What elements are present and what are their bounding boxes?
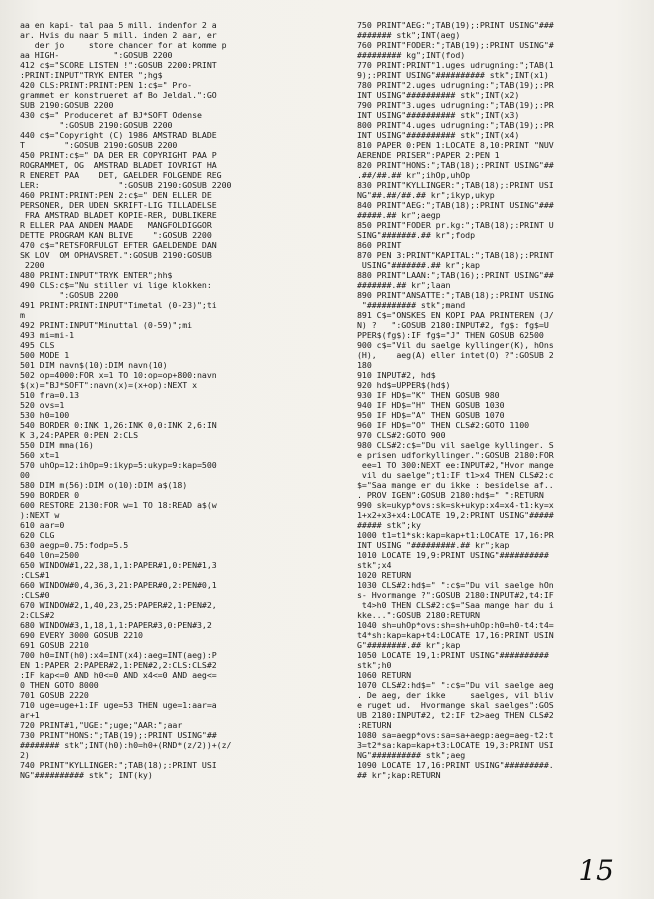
code-line: 1040 sh=uhOp*ovs:sh=sh+uhOp:h0=h0-t4:t4= — [357, 620, 554, 630]
code-line: 790 PRINT"3.uges udrugning:";TAB(19);:PR — [357, 100, 554, 110]
code-line: R ELLER PAA ANDEN MAADE MANGFOLDIGGOR — [20, 220, 212, 230]
code-line: 1070 CLS#2:hd$=" ":c$="Du vil saelge aeg — [357, 680, 554, 690]
code-line: aa en kapi- tal paa 5 mill. indenfor 2 a — [20, 20, 217, 30]
code-line: DETTE PROGRAM KAN BLIVE ":GOSUB 2200 — [20, 230, 212, 240]
code-line: 650 WINDOW#1,22,38,1,1:PAPER#1,0:PEN#1,3 — [20, 560, 217, 570]
code-line: t4*sh:kap=kap+t4:LOCATE 17,16:PRINT USIN — [357, 630, 554, 640]
code-line: 640 l0n=2500 — [20, 550, 80, 560]
code-line: 510 fra=0.13 — [20, 390, 80, 400]
code-line: 910 INPUT#2, hd$ — [357, 370, 436, 380]
code-line: 493 mi=mi-1 — [20, 330, 75, 340]
code-line: 0 THEN GOTO 8000 — [20, 680, 99, 690]
code-line: 970 CLS#2:GOTO 900 — [357, 430, 446, 440]
code-line: 940 IF HD$="H" THEN GOSUB 1030 — [357, 400, 505, 410]
code-line: 470 c$="RETSFORFULGT EFTER GAELDENDE DAN — [20, 240, 217, 250]
code-line: PPER$(fg$):IF fg$="J" THEN GOSUB 62500 — [357, 330, 544, 340]
code-line: AERENDE PRISER":PAPER 2:PEN 1 — [357, 150, 500, 160]
code-line: 500 MODE 1 — [20, 350, 70, 360]
code-line: 590 BORDER 0 — [20, 490, 80, 500]
code-line: 1060 RETURN — [357, 670, 412, 680]
code-line: ######### kg";INT(fod) — [357, 50, 466, 60]
code-line: ##### stk";ky — [357, 520, 421, 530]
code-line: 1+x2+x3+x4:LOCATE 19,2:PRINT USING"##### — [357, 510, 554, 520]
code-line: 180 — [357, 360, 372, 370]
code-line: 730 PRINT"HONS:";TAB(19);:PRINT USING"## — [20, 730, 217, 740]
code-line: PERSONER, DER UDEN SKRIFT-LIG TILLADELSE — [20, 200, 217, 210]
code-line: 9);:PRINT USING"########## stk";INT(x1) — [357, 70, 549, 80]
code-line: 770 PRINT:PRINT"1.uges udrugning:";TAB(1 — [357, 60, 554, 70]
code-line: 990 sk=ukyp*ovs:sk=sk+ukyp:x4=x4-t1:ky=x — [357, 500, 554, 510]
code-line: LER: ":GOSUB 2190:GOSUB 2200 — [20, 180, 232, 190]
code-line: INT USING"########## stk";INT(x2) — [357, 90, 520, 100]
code-line: 1080 sa=aegp*ovs:sa=sa+aegp:aeg=aeg-t2:t — [357, 730, 554, 740]
code-line: 00 — [20, 470, 30, 480]
code-line: . De aeg, der ikke saelges, vil bliv — [357, 690, 554, 700]
code-line: 670 WINDOW#2,1,40,23,25:PAPER#2,1:PEN#2, — [20, 600, 217, 610]
code-line: 900 c$="Vil du saelge kyllinger(K), hOns — [357, 340, 554, 350]
code-line: ar. Hvis du naar 5 mill. inden 2 aar, er — [20, 30, 217, 40]
code-line: vil du saelge";t1:IF t1>x4 THEN CLS#2:c — [357, 470, 554, 480]
code-line: 3=t2*sa:kap=kap+t3:LOCATE 19,3:PRINT USI — [357, 740, 554, 750]
code-line: INT USING "#########.## kr";kap — [357, 540, 510, 550]
code-line: 760 PRINT"FODER:";TAB(19);:PRINT USING"# — [357, 40, 554, 50]
code-line: 600 RESTORE 2130:FOR w=1 TO 18:READ a$(w — [20, 500, 217, 510]
code-line: 930 IF HD$="K" THEN GOSUB 980 — [357, 390, 500, 400]
code-line: 412 c$="SCORE LISTEN !":GOSUB 2200:PRINT — [20, 60, 217, 70]
code-line: der jo store chancer for at komme p — [20, 40, 227, 50]
code-line: UB 2180:INPUT#2, t2:IF t2>aeg THEN CLS#2 — [357, 710, 554, 720]
code-line: 710 uge=uge+1:IF uge=53 THEN uge=1:aar=a — [20, 700, 217, 710]
code-line: 540 BORDER 0:INK 1,26:INK 0,0:INK 2,6:IN — [20, 420, 217, 430]
code-line: t4>h0 THEN CLS#2:c$="Saa mange har du i — [357, 600, 554, 610]
code-line: 1010 LOCATE 19,9:PRINT USING"########## — [357, 550, 549, 560]
code-line: 550 DIM mma(16) — [20, 440, 94, 450]
code-line: 680 WINDOW#3,1,18,1,1:PAPER#3,0:PEN#3,2 — [20, 620, 212, 630]
code-line: aa HIGH- ":GOSUB 2200 — [20, 50, 173, 60]
code-line: 495 CLS — [20, 340, 55, 350]
code-line: "########## stk";mand — [357, 300, 466, 310]
code-line: 960 IF HD$="O" THEN CLS#2:GOTO 1100 — [357, 420, 530, 430]
code-line: ee=1 TO 300:NEXT ee:INPUT#2,"Hvor mange — [357, 460, 554, 470]
code-line: 750 PRINT"AEG:";TAB(19);:PRINT USING"### — [357, 20, 554, 30]
code-line: e ruget ud. Hvormange skal saelges":GOS — [357, 700, 554, 710]
code-line: 700 h0=INT(h0):x4=INT(x4):aeg=INT(aeg):P — [20, 650, 217, 660]
code-line: :PRINT:INPUT"TRYK ENTER ";hg$ — [20, 70, 163, 80]
code-line: 950 IF HD$="A" THEN GOSUB 1070 — [357, 410, 505, 420]
code-line: 830 PRINT"KYLLINGER:";TAB(18);:PRINT USI — [357, 180, 554, 190]
code-line: 691 GOSUB 2210 — [20, 640, 89, 650]
code-line: 491 PRINT:PRINT:INPUT"Timetal (0-23)";ti — [20, 300, 217, 310]
code-line: 1000 t1=t1*sk:kap=kap+t1:LOCATE 17,16:PR — [357, 530, 554, 540]
code-line: 701 GOSUB 2220 — [20, 690, 89, 700]
code-line: e prisen udforkyllinger.":GOSUB 2180:FOR — [357, 450, 554, 460]
code-line: EN 1:PAPER 2:PAPER#2,1:PEN#2,2:CLS:CLS#2 — [20, 660, 217, 670]
code-line: SING"#######.## kr";fodp — [357, 230, 476, 240]
code-line: SK LOV OM OPHAVSRET.":GOSUB 2190:GOSUB — [20, 250, 212, 260]
code-line: INT USING"########## stk";INT(x3) — [357, 110, 520, 120]
code-line: (H), aeg(A) eller intet(O) ?":GOSUB 2 — [357, 350, 554, 360]
code-line: 880 PRINT"LAAN:";TAB(16);:PRINT USING"## — [357, 270, 554, 280]
code-line: 890 PRINT"ANSATTE:";TAB(18);:PRINT USING — [357, 290, 554, 300]
code-line: . PROV IGEN":GOSUB 2180:hd$=" ":RETURN — [357, 490, 544, 500]
code-line: ":GOSUB 2190:GOSUB 2200 — [20, 120, 173, 130]
code-line: K 3,24:PAPER 0:PEN 2:CLS — [20, 430, 139, 440]
code-line: 980 CLS#2:c$="Du vil saelge kyllinger. S — [357, 440, 554, 450]
code-line: FRA AMSTRAD BLADET KOPIE-RER, DUBLIKERE — [20, 210, 217, 220]
code-line: 610 aar=0 — [20, 520, 65, 530]
code-line: 560 xt=1 — [20, 450, 60, 460]
code-line: N) ? ":GOSUB 2180:INPUT#2, fg$: fg$=U — [357, 320, 549, 330]
code-line: ROGRAMMET, OG AMSTRAD BLADET IOVRIGT HA — [20, 160, 217, 170]
code-line: ####### stk";INT(aeg) — [357, 30, 461, 40]
code-line: 440 c$="Copyright (C) 1986 AMSTRAD BLADE — [20, 130, 217, 140]
code-line: :RETURN — [357, 720, 392, 730]
code-line: 1090 LOCATE 17,16:PRINT USING"#########. — [357, 760, 554, 770]
code-line: NG"##.##/##.## kr";ikyp,ukyp — [357, 190, 495, 200]
code-line: 2:CLS#2 — [20, 610, 55, 620]
code-line: 502 op=4000:FOR x=1 TO 10:op=op+800:navn — [20, 370, 217, 380]
code-line: 620 CLG — [20, 530, 55, 540]
page-number: 15 — [578, 854, 614, 887]
code-line: 810 PAPER 0:PEN 1:LOCATE 8,10:PRINT "NUV — [357, 140, 554, 150]
code-line: .##/##.## kr";ihOp,uhOp — [357, 170, 471, 180]
code-line: $(x)="BJ*SOFT":navn(x)=(x+op):NEXT x — [20, 380, 198, 390]
code-line: m — [20, 310, 25, 320]
code-line: 420 CLS:PRINT:PRINT:PEN 1:c$=" Pro- — [20, 80, 193, 90]
code-line: 720 PRINT#1,"UGE:";uge;"AAR:";aar — [20, 720, 183, 730]
code-line: 1020 RETURN — [357, 570, 412, 580]
code-line: NG"########## stk"; INT(ky) — [20, 770, 153, 780]
code-line: 920 hd$=UPPER$(hd$) — [357, 380, 451, 390]
code-line: 480 PRINT:INPUT"TRYK ENTER";hh$ — [20, 270, 173, 280]
code-line: 490 CLS:c$="Nu stiller vi lige klokken: — [20, 280, 212, 290]
code-line: T ":GOSUB 2190:GOSUB 2200 — [20, 140, 178, 150]
code-line: 780 PRINT"2.uges udrugning:";TAB(19);:PR — [357, 80, 554, 90]
code-line: ar+1 — [20, 710, 40, 720]
code-line: ## kr";kap:RETURN — [357, 770, 441, 780]
code-line: 630 aegp=0.75:fodp=5.5 — [20, 540, 129, 550]
code-line: 2200 — [20, 260, 45, 270]
code-line: grammet er konstrueret af Bo Jeldal.":GO — [20, 90, 217, 100]
code-line: 820 PRINT"HONS:";TAB(18);:PRINT USING"## — [357, 160, 554, 170]
left-code-column — [20, 20, 335, 780]
code-line: #####.## kr";aegp — [357, 210, 441, 220]
code-line: USING"#######.## kr";kap — [357, 260, 480, 270]
code-line: 1050 LOCATE 19,1:PRINT USING"########## — [357, 650, 549, 660]
code-line: R ENERET PAA DET, GAELDER FOLGENDE REG — [20, 170, 222, 180]
code-line: 1030 CLS#2:hd$=" ":c$="Du vil saelge hOn — [357, 580, 554, 590]
code-line: 891 C$="ONSKES EN KOPI PAA PRINTEREN (J/ — [357, 310, 554, 320]
code-line: stk";x4 — [357, 560, 392, 570]
code-line: 530 h0=100 — [20, 410, 70, 420]
code-line: stk";h0 — [357, 660, 392, 670]
code-line: 430 c$=" Produceret af BJ*SOFT Odense — [20, 110, 202, 120]
code-line: G"########.## kr";kap — [357, 640, 461, 650]
code-line: NG"########## stk";aeg — [357, 750, 466, 760]
code-line: ######## stk";INT(h0):h0=h0+(RND*(z/2))+(z/ — [20, 740, 232, 750]
code-line: kke...":GOSUB 2180:RETURN — [357, 610, 480, 620]
code-line: 740 PRINT"KYLLINGER:";TAB(18);:PRINT USI — [20, 760, 217, 770]
code-line: ":GOSUB 2200 — [20, 290, 119, 300]
code-line: INT USING"########## stk";INT(x4) — [357, 130, 520, 140]
code-line: 580 DIM m(56):DIM o(10):DIM a$(18) — [20, 480, 188, 490]
code-line: 460 PRINT:PRINT:PEN 2:c$=" DEN ELLER DE — [20, 190, 212, 200]
code-line: SUB 2190:GOSUB 2200 — [20, 100, 114, 110]
code-line: 492 PRINT:INPUT"Minuttal (0-59)";mi — [20, 320, 193, 330]
code-line: 690 EVERY 3000 GOSUB 2210 — [20, 630, 143, 640]
code-line: :IF kap<=0 AND h0<=0 AND x4<=0 AND aeg<= — [20, 670, 217, 680]
code-line: 870 PEN 3:PRINT"KAPITAL:";TAB(18);:PRINT — [357, 250, 554, 260]
code-line: ):NEXT w — [20, 510, 60, 520]
code-line: :CLS#1 — [20, 570, 50, 580]
code-line: 840 PRINT"AEG:";TAB(18);:PRINT USING"### — [357, 200, 554, 210]
code-line: :CLS#0 — [20, 590, 50, 600]
code-line: 450 PRINT:c$=" DA DER ER COPYRIGHT PAA P — [20, 150, 217, 160]
code-line: 2) — [20, 750, 30, 760]
code-line: 860 PRINT — [357, 240, 402, 250]
code-line: 520 ovs=1 — [20, 400, 65, 410]
code-line: 800 PRINT"4.uges udrugning:";TAB(19);:PR — [357, 120, 554, 130]
code-line: $="Saa mange er du ikke : besidelse af.. — [357, 480, 554, 490]
code-line: 501 DIM navn$(10):DIM navn(10) — [20, 360, 168, 370]
right-code-column — [357, 20, 647, 780]
code-line: 570 uhOp=12:ihOp=9:ikyp=5:ukyp=9:kap=500 — [20, 460, 217, 470]
code-line: #######.## kr";laan — [357, 280, 451, 290]
code-line: s- Hvormange ?":GOSUB 2180:INPUT#2,t4:IF — [357, 590, 554, 600]
code-line: 850 PRINT"FODER pr.kg:";TAB(18);:PRINT U — [357, 220, 554, 230]
code-line: 660 WINDOW#0,4,36,3,21:PAPER#0,2:PEN#0,1 — [20, 580, 217, 590]
